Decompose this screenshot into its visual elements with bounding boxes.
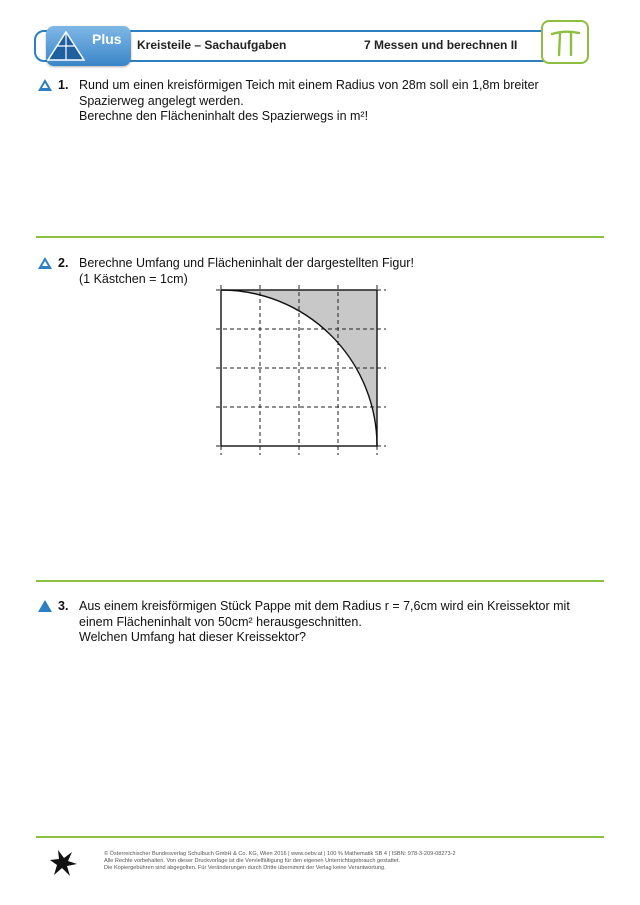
grid-figure xyxy=(216,285,386,455)
footer-line: Alle Rechte vorbehalten. Von dieser Druckvorlage ist die Vervielfältigung für den eigenen Unterrichtsgebrauch gestattet. xyxy=(104,858,401,864)
difficulty-triangle-icon xyxy=(38,600,52,612)
difficulty-triangle-icon xyxy=(38,257,52,269)
pi-badge xyxy=(541,20,589,64)
section-divider xyxy=(36,580,604,582)
task-text xyxy=(79,78,599,125)
task-line: Berechne Umfang und Flächeninhalt der dargestellten Figur! xyxy=(79,256,414,270)
quarter-circle-figure xyxy=(216,285,386,460)
publisher-logo-icon xyxy=(50,848,78,878)
task-number: 1. xyxy=(58,78,69,92)
copyright-footer xyxy=(104,851,604,872)
pi-symbol-icon xyxy=(543,22,587,62)
task-line: Aus einem kreisförmigen Stück Pappe mit dem Radius r = 7,6cm wird ein Kreissektor mit xyxy=(79,599,570,613)
task-number: 3. xyxy=(58,599,69,613)
logo-label: Plus xyxy=(92,31,122,47)
difficulty-triangle-icon xyxy=(38,79,52,91)
footer-line: Die Kopiergebühren sind abgegolten. Für Veränderungen durch Dritte übernimmt der Verlag keine Verantwortung. xyxy=(104,865,386,871)
task-line: Welchen Umfang hat dieser Kreissektor? xyxy=(79,630,306,644)
task-line: Berechne den Flächeninhalt des Spazierwegs in m²! xyxy=(79,109,369,123)
task-line: Spazierweg angelegt werden. xyxy=(79,93,244,108)
task-text xyxy=(79,256,599,287)
task-line: (1 Kästchen = 1cm) xyxy=(79,271,188,286)
task-line: Rund um einen kreisförmigen Teich mit einem Radius von 28m soll ein 1,8m breiter xyxy=(79,78,539,92)
footer-line: © Österreichischer Bundesverlag Schulbuch GmbH & Co. KG, Wien 2016 | www.oebv.at | 100 % Mathematik SB 4 | ISBN: 978-3-209-08273-2 xyxy=(104,851,456,857)
section-divider xyxy=(36,836,604,838)
task-text xyxy=(79,599,599,646)
chapter-title: 7 Messen und berechnen II xyxy=(364,38,518,52)
task-line: einem Flächeninhalt von 50cm² herausgeschnitten. xyxy=(79,614,362,629)
task-number: 2. xyxy=(58,256,69,270)
section-divider xyxy=(36,236,604,238)
worksheet-title: Kreisteile – Sachaufgaben xyxy=(137,38,287,52)
